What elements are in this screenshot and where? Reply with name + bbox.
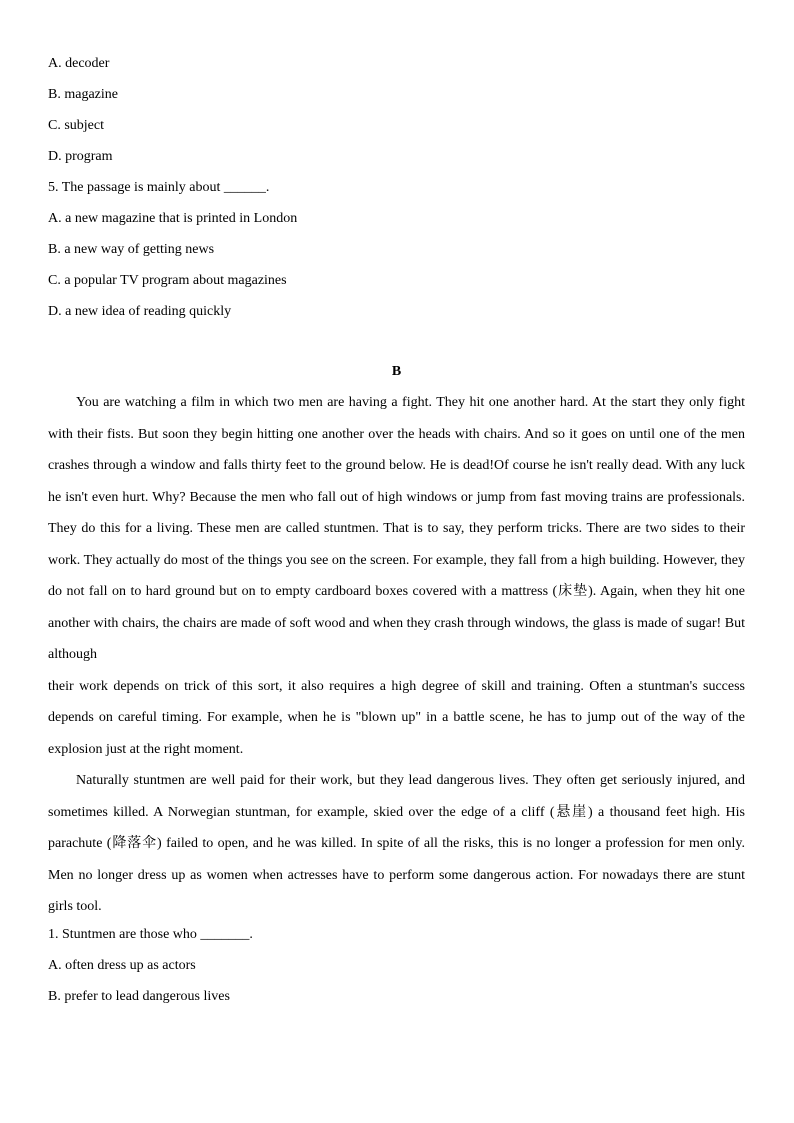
option-b: B. a new way of getting news bbox=[48, 242, 215, 257]
section-title: B bbox=[391, 364, 402, 379]
option-a: A. often dress up as actors bbox=[48, 957, 196, 973]
option-d: D. program bbox=[48, 149, 113, 164]
passage-b bbox=[48, 387, 745, 923]
option-d: D. a new idea of reading quickly bbox=[48, 304, 232, 319]
passage-paragraph-1-continued: their work depends on trick of this sort, it also requires a high degree of skill and training. Often a stuntman's success depends on careful timing. For example, when he is "blown up" in a battle scene, he has to jump out of the way of the explosion just at the right moment. bbox=[48, 678, 745, 757]
option-a: A. a new magazine that is printed in London bbox=[48, 211, 298, 226]
option-c: C. subject bbox=[48, 118, 104, 133]
option-c: C. a popular TV program about magazines bbox=[48, 273, 287, 288]
passage-paragraph-2: Naturally stuntmen are well paid for their work, but they lead dangerous lives. They often get seriously injured, and sometimes killed. A Norwegian stuntman, for example, skied over the edge of a cliff (悬崖) a thousand feet high. His parachute (降落伞) failed to open, and he was killed. In spite of all the risks, this is no longer a profession for men only. Men no longer dress up as women when actresses have to perform some dangerous action. For nowadays there are stunt girls tool. bbox=[48, 773, 745, 914]
question-5 bbox=[48, 178, 745, 322]
option-a: A. decoder bbox=[48, 56, 110, 71]
option-b: B. prefer to lead dangerous lives bbox=[48, 988, 230, 1004]
top-options bbox=[48, 54, 745, 167]
passage-paragraph-1: You are watching a film in which two men are having a fight. They hit one another hard. At the start they only fight with their fists. But soon they begin hitting one another over the heads with chairs. And so it goes on until one of the men crashes through a window and falls thirty feet to the ground below. He is dead!Of course he isn't really dead. With any luck he isn't even hurt. Why? Because the men who fall out of high windows or jump from fast moving trains are professionals. They do this for a living. These men are called stuntmen. That is to say, they perform tricks. There are two sides to their work. They actually do most of the things you see on the screen. For example, they fall from a high building. However, they do not fall on to hard ground but on to empty cardboard boxes covered with a mattress (床垫). Again, when they hit one another with chairs, the chairs are made of soft wood and when they crash through windows, the glass is made of sugar! But although bbox=[48, 395, 745, 662]
option-b: B. magazine bbox=[48, 87, 118, 102]
question-stem: 5. The passage is mainly about ______. bbox=[48, 180, 270, 195]
document-page bbox=[48, 54, 745, 1018]
question-stem: 1. Stuntmen are those who _______. bbox=[48, 926, 253, 942]
question-1 bbox=[48, 925, 745, 1007]
